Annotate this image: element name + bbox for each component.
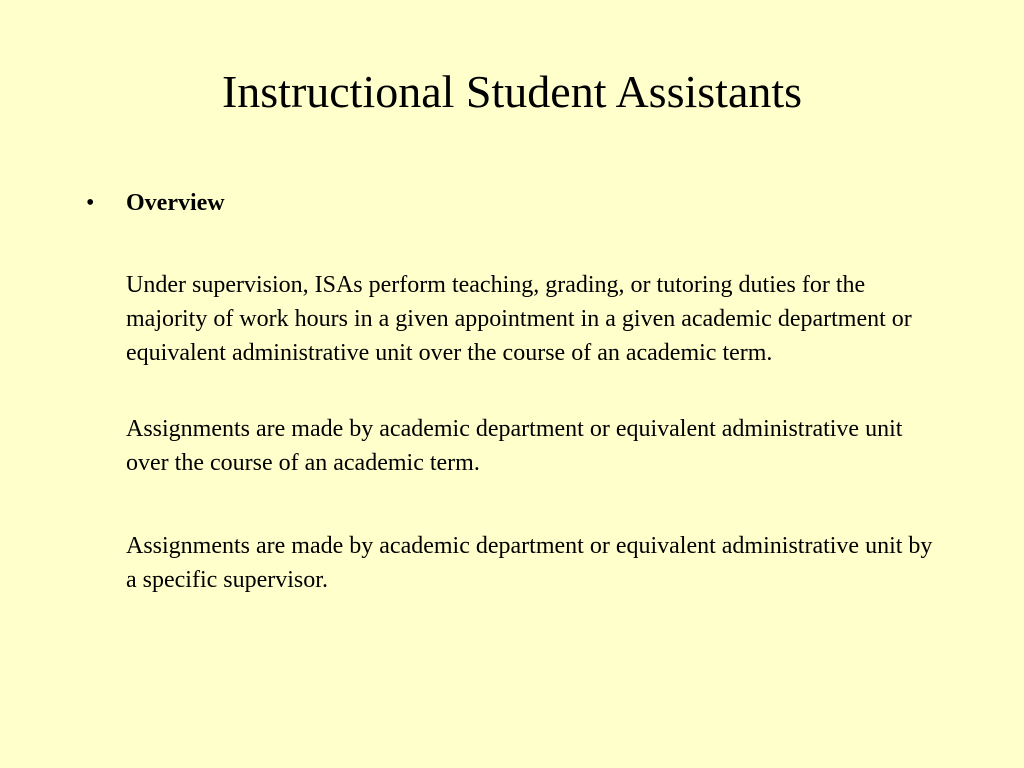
slide-title: Instructional Student Assistants <box>221 66 803 117</box>
paragraph-assignments-term: Assignments are made by academic department or equivalent administrative unit over the course of an academic term. <box>126 416 903 476</box>
bullet-label: Overview <box>126 190 225 216</box>
paragraph-overview: Under supervision, ISAs perform teaching, grading, or tutoring duties for the majority of work hours in a given appointment in a given academic department or equivalent administrative unit over the course of an academic term. <box>126 272 912 366</box>
bullet-icon: • <box>86 190 95 216</box>
paragraph-assignments-supervisor: Assignments are made by academic department or equivalent administrative unit by a specific supervisor. <box>126 533 933 593</box>
